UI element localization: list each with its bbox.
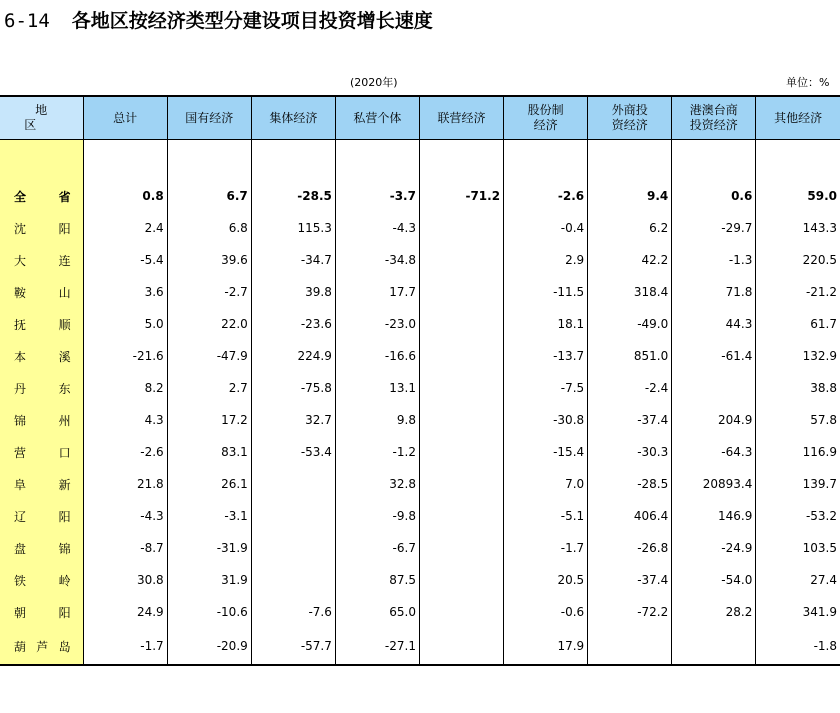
value-cell: -1.7 [504, 532, 588, 564]
table-row [0, 308, 840, 340]
value-cell: -21.6 [83, 340, 167, 372]
value-cell: 71.8 [672, 276, 756, 308]
value-cell: 224.9 [251, 340, 335, 372]
table-row [0, 468, 840, 500]
value-cell: -11.5 [504, 276, 588, 308]
value-cell: 39.6 [167, 244, 251, 276]
value-cell: 851.0 [588, 340, 672, 372]
value-cell: 17.9 [504, 628, 588, 665]
table-row [0, 596, 840, 628]
value-cell: 20.5 [504, 564, 588, 596]
value-cell: 38.8 [756, 372, 840, 404]
value-cell: -9.8 [335, 500, 419, 532]
table-number: 6-14 [4, 10, 50, 32]
value-cell [588, 628, 672, 665]
spacer-row [0, 140, 840, 181]
page-title [4, 6, 433, 33]
table-row [0, 500, 840, 532]
value-cell: 9.8 [335, 404, 419, 436]
value-cell [419, 404, 503, 436]
value-cell: -1.3 [672, 244, 756, 276]
value-cell: -72.2 [588, 596, 672, 628]
value-cell: -0.6 [504, 596, 588, 628]
table-row [0, 532, 840, 564]
table-title: 各地区按经济类型分建设项目投资增长速度 [71, 10, 433, 32]
value-cell: -3.7 [335, 180, 419, 212]
region-name: 本溪 [0, 340, 83, 372]
value-cell: -1.2 [335, 436, 419, 468]
value-cell: -61.4 [672, 340, 756, 372]
table-row [0, 276, 840, 308]
value-cell: 7.0 [504, 468, 588, 500]
value-cell: -2.6 [83, 436, 167, 468]
value-cell: -57.7 [251, 628, 335, 665]
value-cell [251, 564, 335, 596]
value-cell [419, 628, 503, 665]
header-joint: 联营经济 [419, 96, 503, 140]
value-cell: 31.9 [167, 564, 251, 596]
value-cell: -53.4 [251, 436, 335, 468]
value-cell: 6.8 [167, 212, 251, 244]
value-cell: 116.9 [756, 436, 840, 468]
value-cell: -7.5 [504, 372, 588, 404]
value-cell: 341.9 [756, 596, 840, 628]
value-cell [419, 468, 503, 500]
value-cell [419, 500, 503, 532]
region-name: 铁岭 [0, 564, 83, 596]
value-cell: -1.8 [756, 628, 840, 665]
value-cell: -37.4 [588, 404, 672, 436]
region-name: 阜新 [0, 468, 83, 500]
value-cell: -4.3 [335, 212, 419, 244]
value-cell: -8.7 [83, 532, 167, 564]
value-cell [251, 532, 335, 564]
value-cell [419, 596, 503, 628]
value-cell: -29.7 [672, 212, 756, 244]
value-cell: -27.1 [335, 628, 419, 665]
value-cell: -5.1 [504, 500, 588, 532]
value-cell: -30.8 [504, 404, 588, 436]
header-foreign: 外商投 资经济 [588, 96, 672, 140]
table-row [0, 564, 840, 596]
value-cell: -13.7 [504, 340, 588, 372]
table-row [0, 244, 840, 276]
value-cell: -2.7 [167, 276, 251, 308]
value-cell: -1.7 [83, 628, 167, 665]
value-cell: -53.2 [756, 500, 840, 532]
value-cell: -20.9 [167, 628, 251, 665]
value-cell: -5.4 [83, 244, 167, 276]
region-name: 大连 [0, 244, 83, 276]
value-cell: 2.9 [504, 244, 588, 276]
value-cell: 87.5 [335, 564, 419, 596]
table-row [0, 436, 840, 468]
value-cell: 220.5 [756, 244, 840, 276]
region-name: 营口 [0, 436, 83, 468]
data-table [0, 95, 840, 666]
value-cell [419, 308, 503, 340]
table-row [0, 372, 840, 404]
region-name: 锦州 [0, 404, 83, 436]
value-cell: -37.4 [588, 564, 672, 596]
value-cell: 30.8 [83, 564, 167, 596]
value-cell: 83.1 [167, 436, 251, 468]
value-cell [251, 468, 335, 500]
value-cell: 139.7 [756, 468, 840, 500]
value-cell [419, 212, 503, 244]
value-cell: 18.1 [504, 308, 588, 340]
value-cell: 65.0 [335, 596, 419, 628]
table-row [0, 404, 840, 436]
value-cell: -21.2 [756, 276, 840, 308]
value-cell: 9.4 [588, 180, 672, 212]
value-cell: 61.7 [756, 308, 840, 340]
header-hk-macao-taiwan: 港澳台商 投资经济 [672, 96, 756, 140]
value-cell [419, 436, 503, 468]
value-cell: -75.8 [251, 372, 335, 404]
value-cell: 406.4 [588, 500, 672, 532]
value-cell: 57.8 [756, 404, 840, 436]
value-cell: 24.9 [83, 596, 167, 628]
value-cell: 132.9 [756, 340, 840, 372]
value-cell [672, 372, 756, 404]
value-cell: -7.6 [251, 596, 335, 628]
region-name: 抚顺 [0, 308, 83, 340]
value-cell [419, 340, 503, 372]
value-cell: 27.4 [756, 564, 840, 596]
region-name: 鞍山 [0, 276, 83, 308]
unit-note: 单位：% [786, 76, 830, 89]
value-cell: 59.0 [756, 180, 840, 212]
table-row [0, 180, 840, 212]
header-other: 其他经济 [756, 96, 840, 140]
value-cell: -28.5 [251, 180, 335, 212]
value-cell [419, 244, 503, 276]
value-cell [672, 628, 756, 665]
value-cell [419, 564, 503, 596]
value-cell: -3.1 [167, 500, 251, 532]
value-cell: -23.0 [335, 308, 419, 340]
value-cell: -2.4 [588, 372, 672, 404]
value-cell: 39.8 [251, 276, 335, 308]
value-cell: 32.7 [251, 404, 335, 436]
value-cell [419, 532, 503, 564]
value-cell: 8.2 [83, 372, 167, 404]
value-cell: -28.5 [588, 468, 672, 500]
value-cell: -31.9 [167, 532, 251, 564]
value-cell: 146.9 [672, 500, 756, 532]
value-cell: 22.0 [167, 308, 251, 340]
value-cell: 115.3 [251, 212, 335, 244]
value-cell: -0.4 [504, 212, 588, 244]
value-cell: 0.6 [672, 180, 756, 212]
value-cell: -6.7 [335, 532, 419, 564]
region-name: 全省 [0, 180, 83, 212]
value-cell: 6.2 [588, 212, 672, 244]
value-cell: -34.8 [335, 244, 419, 276]
header-row [0, 96, 840, 140]
value-cell: -24.9 [672, 532, 756, 564]
value-cell: 143.3 [756, 212, 840, 244]
value-cell: -34.7 [251, 244, 335, 276]
value-cell [251, 500, 335, 532]
value-cell: -49.0 [588, 308, 672, 340]
header-private: 私营个体 [335, 96, 419, 140]
value-cell: 6.7 [167, 180, 251, 212]
region-name: 朝阳 [0, 596, 83, 628]
value-cell: 4.3 [83, 404, 167, 436]
table-row [0, 628, 840, 665]
value-cell: -64.3 [672, 436, 756, 468]
value-cell: 0.8 [83, 180, 167, 212]
value-cell: -15.4 [504, 436, 588, 468]
value-cell: -2.6 [504, 180, 588, 212]
region-name: 丹东 [0, 372, 83, 404]
value-cell: 17.2 [167, 404, 251, 436]
value-cell: 13.1 [335, 372, 419, 404]
value-cell: -23.6 [251, 308, 335, 340]
value-cell: 2.7 [167, 372, 251, 404]
value-cell [419, 372, 503, 404]
year-note: (2020年) [350, 76, 398, 89]
value-cell: 3.6 [83, 276, 167, 308]
value-cell: 17.7 [335, 276, 419, 308]
value-cell: -71.2 [419, 180, 503, 212]
header-state-owned: 国有经济 [167, 96, 251, 140]
value-cell: -26.8 [588, 532, 672, 564]
header-shareholding: 股份制 经济 [504, 96, 588, 140]
value-cell: -54.0 [672, 564, 756, 596]
header-collective: 集体经济 [251, 96, 335, 140]
value-cell: 20893.4 [672, 468, 756, 500]
value-cell: -47.9 [167, 340, 251, 372]
value-cell: 204.9 [672, 404, 756, 436]
region-name: 辽阳 [0, 500, 83, 532]
region-name: 盘锦 [0, 532, 83, 564]
value-cell: 103.5 [756, 532, 840, 564]
value-cell: -4.3 [83, 500, 167, 532]
region-name: 葫芦岛 [0, 628, 83, 665]
header-region: 地区 [0, 96, 83, 140]
value-cell: -16.6 [335, 340, 419, 372]
value-cell: 2.4 [83, 212, 167, 244]
value-cell: 44.3 [672, 308, 756, 340]
value-cell [419, 276, 503, 308]
value-cell: 21.8 [83, 468, 167, 500]
value-cell: -30.3 [588, 436, 672, 468]
value-cell: 318.4 [588, 276, 672, 308]
region-name: 沈阳 [0, 212, 83, 244]
header-total: 总计 [83, 96, 167, 140]
value-cell: 28.2 [672, 596, 756, 628]
value-cell: 26.1 [167, 468, 251, 500]
value-cell: 5.0 [83, 308, 167, 340]
value-cell: 32.8 [335, 468, 419, 500]
value-cell: -10.6 [167, 596, 251, 628]
value-cell: 42.2 [588, 244, 672, 276]
table-row [0, 212, 840, 244]
table-row [0, 340, 840, 372]
